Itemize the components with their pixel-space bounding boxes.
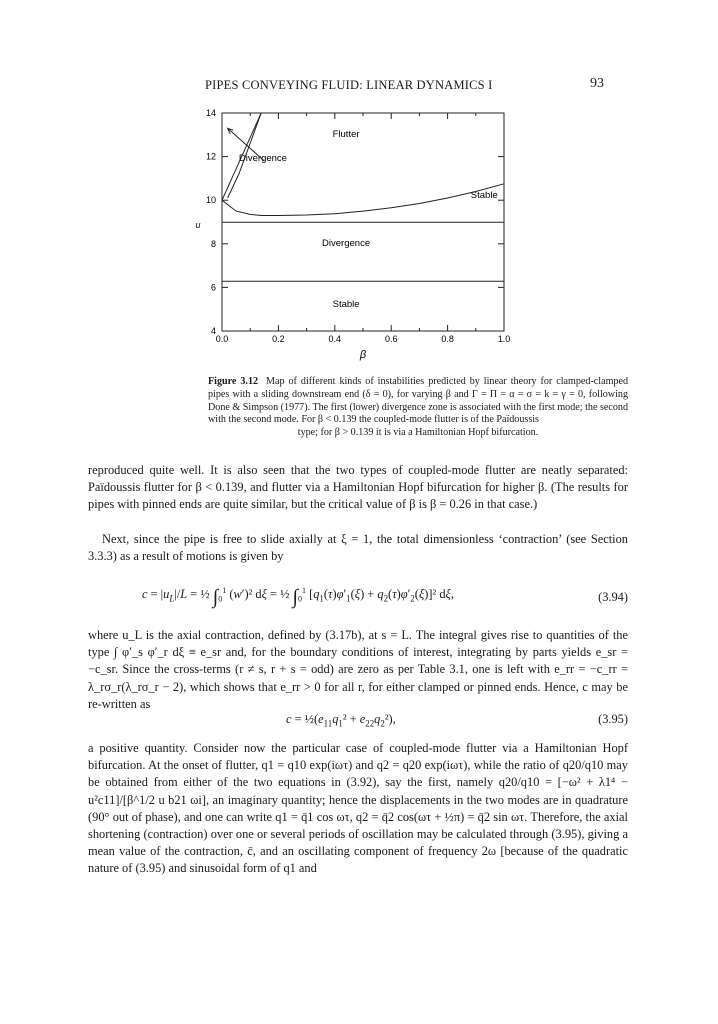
region-label: Stable — [470, 190, 498, 202]
paragraph-4: a positive quantity. Consider now the particular case of coupled-mode flutter via a Hamiltonian Hopf bifurcation. At the onset of flutter, q1 = q10 exp(iωτ) and q2 = q20 exp(iωτ), while the ratio of q20/q10 may be obtained from either of the two equations in (3.92), say the first, namely q20/q10 = [−ω² + λ1⁴ − u²c11]/[β^1/2 u b21 ωi], an imaginary quantity; hence the displacements in the two modes are in quadrature (90° out of phase), and one can write q1 = q̄1 cos ωτ, q2 = q̄2 cos(ωτ + ½π) = q̄2 sin ωτ. Therefore, the axial shortening (contraction) over one or several periods of oscillation may be calculated through (3.95), giving a mean value of the contraction, c̄, and an oscillating component of frequency 2ω [because of the quadratic nature of (3.95) and sinusoidal form of q1 and — [88, 741, 628, 876]
region-label: Divergence — [238, 152, 287, 164]
x-tick-label: 0.2 — [272, 334, 285, 344]
y-axis-label: u — [195, 220, 201, 230]
x-tick-label: 0.8 — [441, 334, 454, 344]
equation-3-95-body: $c = \frac{1}{2}(e_{11}q_1^2 + e_{22}q_2^2)$, — [286, 712, 396, 729]
y-tick-label: 8 — [210, 238, 216, 249]
x-tick-label: 0.0 — [215, 334, 229, 344]
boundary-stable-flutter — [222, 184, 504, 216]
y-tick-label: 14 — [205, 108, 216, 118]
running-header: PIPES CONVEYING FLUID: LINEAR DYNAMICS I — [205, 78, 493, 92]
x-tick-label: 0.4 — [328, 334, 342, 344]
figure-3-12 — [175, 98, 535, 371]
equation-3-95-number: (3.95) — [598, 712, 628, 726]
paragraph-3: where u_L is the axial contraction, defined by (3.17b), at s = L. The integral gives rise to quantities of the type ∫ φ′_s φ′_r dξ ≡ e_sr and, for the boundary conditions of interest, integrating by parts yields e_sr = −c_sr. Since the cross-terms (r ≠ s, r + s = odd) are zero as per Table 3.1, one is left with e_rr = −c_rr = λ_rσ_r(λ_rσ_r − 2), which shows that e_rr > 0 for all r, for either clamped or pinned ends. Hence, c may be re-written as — [88, 628, 628, 711]
region-labels — [239, 129, 498, 310]
region-label: Stable — [332, 299, 360, 311]
figure-caption — [208, 376, 628, 440]
stability-map-chart — [175, 98, 535, 366]
paragraph-1: reproduced quite well. It is also seen that the two types of coupled-mode flutter are neatly separated: Païdoussis flutter for β < 0.139, and flutter via a Hamiltonian Hopf bifurcation for higher β. (The results for pipes with pinned ends are quite similar, but the critical value of β is β = 0.26 in that case.) — [88, 463, 628, 512]
page-number: 93 — [590, 76, 604, 91]
x-tick-label: 0.6 — [384, 334, 398, 344]
boundary-curves — [222, 113, 504, 281]
x-axis-label: β — [359, 349, 367, 361]
y-tick-label: 10 — [205, 195, 216, 206]
equation-3-95 — [88, 712, 628, 736]
equation-3-94 — [88, 580, 628, 620]
figure-label: Figure 3.12 — [208, 376, 259, 387]
region-label: Divergence — [322, 237, 371, 249]
y-tick-label: 4 — [210, 326, 216, 336]
y-tick-label: 12 — [205, 151, 216, 162]
y-tick-label: 6 — [210, 282, 216, 293]
x-tick-label: 1.0 — [497, 334, 511, 344]
caption-last-line: type; for β > 0.139 it is via a Hamiltonian Hopf bifurcation. — [297, 427, 539, 439]
caption-text: Map of different kinds of instabilities predicted by linear theory for clamped-clamped pipes with a sliding downstream end (δ = 0), for varying β and Γ = Π = α = σ = k = γ = 0, following Done & Simpson (1977). The first (lower) divergence zone is associated with the first mode; the second with the second mode. For β < 0.139 the coupled-mode flutter is of the Païdoussis — [208, 376, 628, 426]
region-label: Flutter — [332, 128, 360, 140]
equation-3-94-number: (3.94) — [598, 590, 628, 604]
equation-3-94-body: $c = |u_L|/L$ = ½ $\int_0^1$ (w′)² dξ = ½ $\int_0^1$ $[q_1(\tau)\varphi'_1(\xi) + q_2(\tau)\varphi'_2(\xi)]^2$ dξ, — [142, 585, 454, 608]
paragraph-2: Next, since the pipe is free to slide axially at ξ = 1, the total dimensionless ‘contraction’ (see Section 3.3.3) as a result of motions is given by — [88, 532, 628, 564]
